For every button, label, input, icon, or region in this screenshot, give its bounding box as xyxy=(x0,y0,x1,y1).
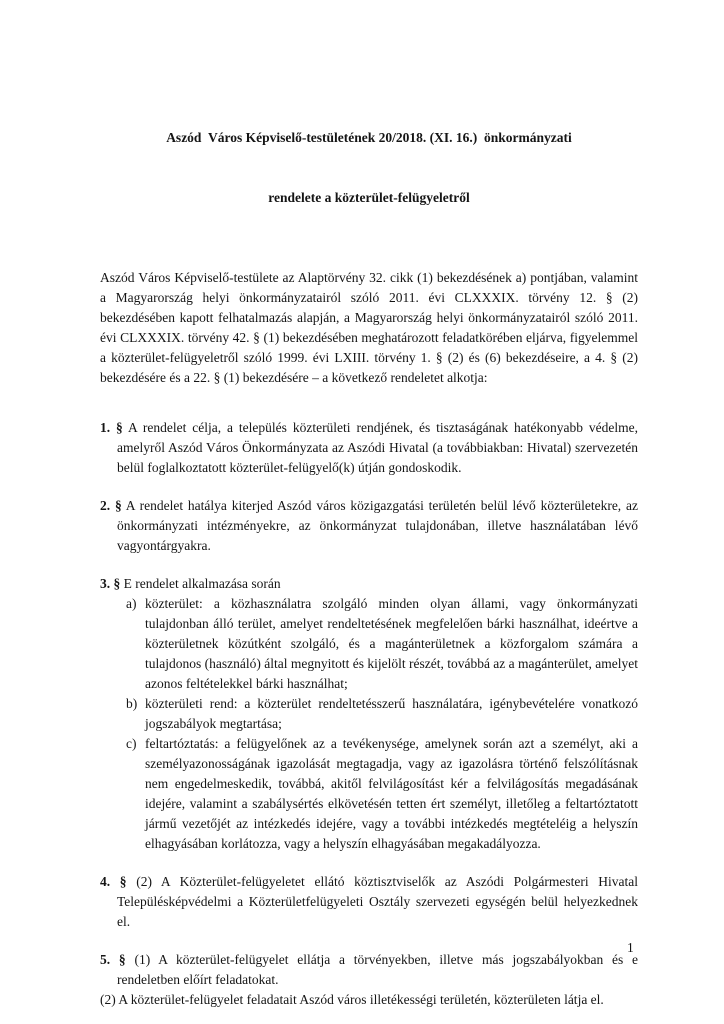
section-3-lead-text: E rendelet alkalmazása során xyxy=(123,576,281,591)
section-3-lead xyxy=(100,574,638,594)
preamble-paragraph: Aszód Város Képviselő-testülete az Alaptörvény 32. cikk (1) bekezdésének a) pontjában, valamint a Magyarország helyi önkormányzatairól szóló 2011. évi CLXXXIX. törvény 12. § (2) bekezdésében kapott felhatalmazás alapján, a Magyarország helyi önkormányzatairól szóló 2011. évi CLXXXIX. törvény 42. § (1) bekezdésében meghatározott feladatkörében eljárva, figyelemmel a közterület-felügyeletről szóló 1999. évi LXIII. törvény 1. § (2) és (6) bekezdéseire, a 4. § (2) bekezdésére és a 22. § (1) bekezdésére – a következő rendeletet alkotja: xyxy=(100,270,638,385)
section-4-marker: 4. § xyxy=(100,874,127,889)
section-3 xyxy=(100,574,638,854)
page-number: 1 xyxy=(627,940,634,955)
section-1 xyxy=(100,418,638,478)
sub-item-b-text: közterületi rend: a közterület rendeltetésszerű használatára, igénybevételére vonatkozó jogszabályok megtartása; xyxy=(145,696,638,731)
section-3-marker: 3. § xyxy=(100,576,121,591)
section-4 xyxy=(100,872,638,932)
sub-item-a-text: közterület: a közhasználatra szolgáló minden olyan állami, vagy önkormányzati tulajdonban álló terület, amelyet rendeltetésének megfelelően bárki használhat, ideértve a közterületnek közútként szolgáló, és a magánterületnek a közforgalom számára a tulajdonos (használó) által megnyitott és kijelölt részét, továbbá az a magánterület, amelyet azonos feltételekkel bárki használhat; xyxy=(145,596,638,691)
section-5-paragraph-1-text: (1) A közterület-felügyelet ellátja a törvényekben, illetve más jogszabályokban és e rendeletben előírt feladatokat. xyxy=(117,952,639,987)
section-5-paragraph-1 xyxy=(100,950,638,990)
section-5-paragraph-2: (2) A közterület-felügyelet feladatait Aszód város illetékességi területén, közterületen látja el. xyxy=(100,992,604,1007)
sub-item-c-marker: c) xyxy=(126,736,137,751)
section-5-marker: 5. § xyxy=(100,952,126,967)
document-content xyxy=(100,88,638,1010)
section-5 xyxy=(100,950,638,1010)
section-3-sub-list xyxy=(117,594,638,854)
sub-item-a-marker: a) xyxy=(126,596,137,611)
sub-item-b xyxy=(126,694,638,734)
section-2-text: A rendelet hatálya kiterjed Aszód város közigazgatási területén belül lévő közterületekre, az önkormányzati intézményekre, az önkormányzat tulajdonában, illetve használatában lévő vagyontárgyakra. xyxy=(117,498,638,553)
sub-item-b-marker: b) xyxy=(126,696,138,711)
section-4-text: (2) A Közterület-felügyeletet ellátó köztisztviselők az Aszódi Polgármesteri Hivatal Településképvédelmi a Közterületfelügyeleti Osztály szervezeti egységén belül helyezkednek el. xyxy=(117,874,639,929)
document-title xyxy=(100,88,638,248)
section-1-text: A rendelet célja, a település közterületi rendjének, és tisztaságának hatékonyabb védelme, amelyről Aszód Város Önkormányzata az Aszódi Hivatal (a továbbiakban: Hivatal) szervezetén belül foglalkoztatott közterület-felügyelő(k) útján gondoskodik. xyxy=(117,420,639,475)
title-line-1: Aszód Város Képviselő-testületének 20/2018. (XI. 16.) önkormányzati xyxy=(166,130,572,145)
title-line-2: rendelete a közterület-felügyeletről xyxy=(268,190,470,205)
sub-item-a xyxy=(126,594,638,694)
section-1-marker: 1. § xyxy=(100,420,123,435)
sub-item-c-text: feltartóztatás: a felügyelőnek az a tevékenysége, amelynek során azt a személyt, aki a személyazonosságának igazolását megtagadja, vagy az igazolásra történő felszólításnak nem engedelmeskedik, továbbá, akitől felvilágosítást kér a felvilágosítás megadásának idejére, valamint a szabálysértés elkövetésén tetten ért személyt, illetőleg a feltartóztatott jármű vezetőjét az intézkedés idejére, vagy a további intézkedés megtételéig a helyszín elhagyásában korlátozza, vagy a helyszín elhagyásában megakadályozza. xyxy=(145,736,638,851)
section-2-marker: 2. § xyxy=(100,498,122,513)
sub-item-c xyxy=(126,734,638,854)
section-2 xyxy=(100,496,638,556)
